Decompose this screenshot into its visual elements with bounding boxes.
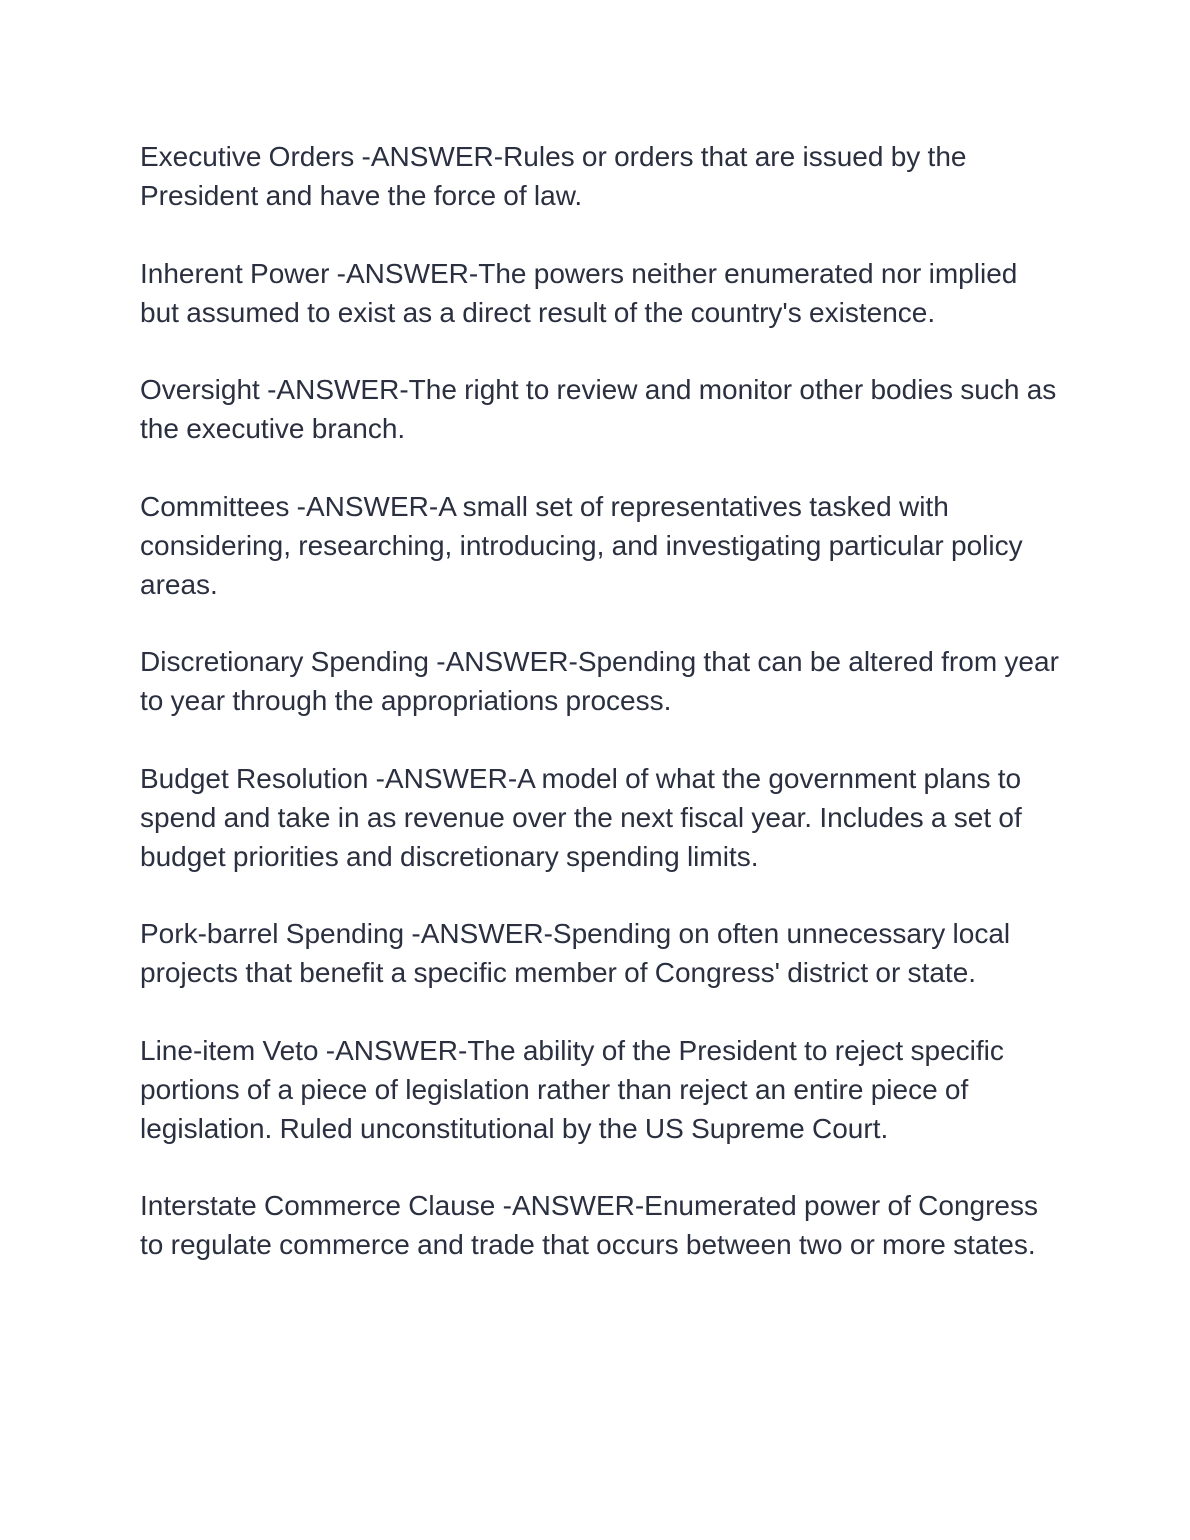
entry-executive-orders: Executive Orders -ANSWER-Rules or orders that are issued by the President and have the force of law.	[140, 141, 967, 211]
document-body	[140, 137, 1060, 1303]
entry-inherent-power: Inherent Power -ANSWER-The powers neither enumerated nor implied but assumed to exist as a direct result of the country's existence.	[140, 257, 1018, 328]
entry-discretionary-spending: Discretionary Spending -ANSWER-Spending that can be altered from year to year through the appropriations process.	[140, 646, 1059, 716]
entry-interstate-commerce-clause: Interstate Commerce Clause -ANSWER-Enumerated power of Congress to regulate commerce and trade that occurs between two or more states.	[140, 1190, 1039, 1260]
entry-oversight: Oversight -ANSWER-The right to review and monitor other bodies such as the executive branch.	[140, 374, 1057, 444]
entry-committees: Committees -ANSWER-A small set of representatives tasked with considering, researching, introducing, and investigating particular policy areas.	[140, 490, 1023, 600]
entry-budget-resolution: Budget Resolution -ANSWER-A model of what the government plans to spend and take in as revenue over the next fiscal year. Includes a set of budget priorities and discretionary spending limits.	[140, 762, 1022, 872]
entry-line-item-veto: Line-item Veto -ANSWER-The ability of the President to reject specific portions of a piece of legislation rather than reject an entire piece of legislation. Ruled unconstitutional by the US Supreme Court.	[140, 1034, 1004, 1144]
entry-pork-barrel-spending: Pork-barrel Spending -ANSWER-Spending on often unnecessary local projects that benefit a specific member of Congress' district or state.	[140, 918, 1011, 988]
